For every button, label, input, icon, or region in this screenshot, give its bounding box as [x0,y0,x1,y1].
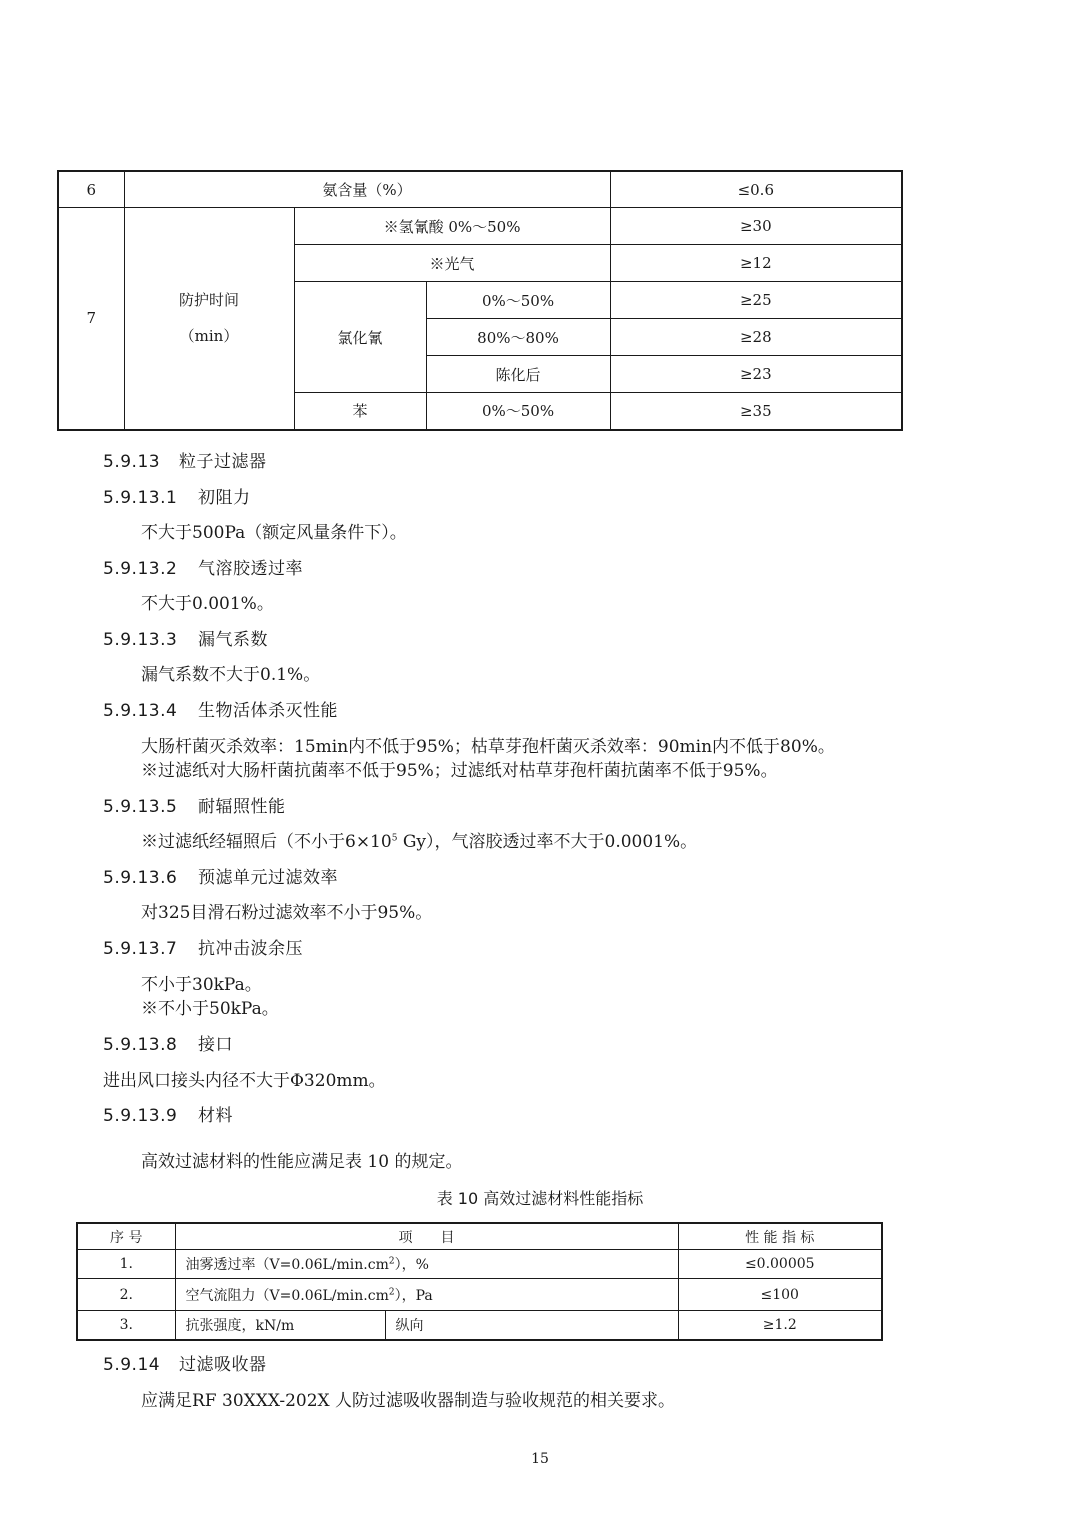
row-value: ≥35 [610,393,902,430]
row-item [175,1279,678,1311]
heading-title: 接口 [198,1035,233,1055]
superscript: 2 [388,1286,395,1297]
row-value: ≤0.00005 [678,1250,882,1279]
heading-5-9-13-9 [103,1101,233,1126]
paragraph: 漏气系数不大于0.1%。 [141,665,321,685]
heading-5-9-13-2 [103,554,303,579]
row-item: ※氢氰酸 0%～50% [294,208,610,245]
row-value: ≥12 [610,245,902,282]
heading-number: 5.9.13.7 [103,939,178,959]
row-item: 氨含量（%） [124,171,610,208]
row-no: 6 [58,171,124,208]
group-label-line2: （min） [179,327,239,346]
group-label [124,208,294,430]
heading-5-9-13-3 [103,625,268,650]
heading-title: 漏气系数 [198,630,268,650]
row-value: ≥30 [610,208,902,245]
heading-5-9-13 [103,447,267,472]
paragraph: 应满足RF 30XXX-202X 人防过滤吸收器制造与验收规范的相关要求。 [141,1391,676,1411]
heading-number: 5.9.13.5 [103,797,178,817]
header-no: 序 号 [77,1223,175,1250]
heading-5-9-13-8 [103,1030,233,1055]
header-value: 性 能 指 标 [678,1223,882,1250]
heading-number: 5.9.13.6 [103,868,178,888]
row-item [175,1250,678,1279]
heading-5-9-13-5 [103,792,286,817]
heading-title: 气溶胶透过率 [198,559,303,579]
item-text: ），Pa [394,1287,433,1304]
protection-table [57,170,903,431]
row-value: ≥25 [610,282,902,319]
row-value: ≤0.6 [610,171,902,208]
paragraph: 高效过滤材料的性能应满足表 10 的规定。 [141,1152,463,1172]
row-cond: 80%～80% [426,319,610,356]
heading-title: 耐辐照性能 [198,797,286,817]
row-no: 1. [77,1250,175,1279]
item-text: ），% [394,1257,429,1273]
item-text: 油雾透过率（V=0.06L/min.cm [185,1257,389,1273]
material-performance-table [76,1222,883,1341]
paragraph: 不大于500Pa（额定风量条件下）。 [141,523,407,543]
item-text: 空气流阻力（V=0.06L/min.cm [185,1287,389,1304]
paragraph: 不大于0.001%。 [141,594,274,614]
row-no: 3. [77,1311,175,1341]
heading-number: 5.9.13.8 [103,1035,178,1055]
text-part: Gy），气溶胶透过率不大于0.0001%。 [397,832,698,852]
heading-5-9-13-4 [103,696,338,721]
heading-title: 预滤单元过滤效率 [198,868,338,888]
heading-5-9-13-6 [103,863,338,888]
paragraph: 不小于30kPa。 [141,975,262,995]
paragraph: ※过滤纸对大肠杆菌抗菌率不低于95%；过滤纸对枯草芽孢杆菌抗菌率不低于95%。 [141,761,778,781]
row-direction: 纵向 [385,1311,678,1341]
row-cond: 0%～50% [426,282,610,319]
row-value: ≥23 [610,356,902,393]
heading-5-9-14 [103,1350,267,1375]
paragraph: ※不小于50kPa。 [141,999,279,1019]
heading-number: 5.9.13.3 [103,630,178,650]
heading-number: 5.9.13 [103,452,161,472]
table-caption: 表 10 高效过滤材料性能指标 [436,1189,644,1208]
heading-title: 材料 [198,1106,233,1126]
cyan-label: 氯化氰 [294,282,426,393]
heading-title: 过滤吸收器 [179,1355,267,1375]
benzene-label: 苯 [294,393,426,430]
heading-number: 5.9.14 [103,1355,161,1375]
paragraph: 大肠杆菌灭杀效率：15min内不低于95%；枯草芽孢杆菌灭杀效率：90min内不低于80%。 [141,737,835,757]
heading-number: 5.9.13.4 [103,701,178,721]
heading-number: 5.9.13.2 [103,559,178,579]
row-cond: 0%～50% [426,393,610,430]
heading-title: 生物活体杀灭性能 [198,701,338,721]
row-item: 抗张强度，kN/m [175,1311,385,1341]
paragraph: 对325目滑石粉过滤效率不小于95%。 [141,903,433,923]
row-no: 7 [58,208,124,430]
heading-title: 初阻力 [198,488,251,508]
text-part: ※过滤纸经辐照后（不小于6×10 [141,832,392,852]
group-label-line1: 防护时间 [178,291,239,310]
heading-number: 5.9.13.1 [103,488,178,508]
paragraph [141,827,697,852]
superscript: 5 [391,833,398,844]
row-value: ≤100 [678,1279,882,1311]
row-value: ≥1.2 [678,1311,882,1341]
page-number: 15 [531,1451,549,1467]
heading-5-9-13-1 [103,483,251,508]
heading-5-9-13-7 [103,934,303,959]
heading-title: 抗冲击波余压 [198,939,303,959]
heading-number: 5.9.13.9 [103,1106,178,1126]
heading-title: 粒子过滤器 [179,452,267,472]
header-item: 项 目 [175,1223,678,1250]
row-value: ≥28 [610,319,902,356]
paragraph: 进出风口接头内径不大于Φ320mm。 [103,1071,386,1091]
superscript: 2 [388,1256,395,1267]
row-no: 2. [77,1279,175,1311]
row-cond: 陈化后 [426,356,610,393]
row-item: ※光气 [294,245,610,282]
